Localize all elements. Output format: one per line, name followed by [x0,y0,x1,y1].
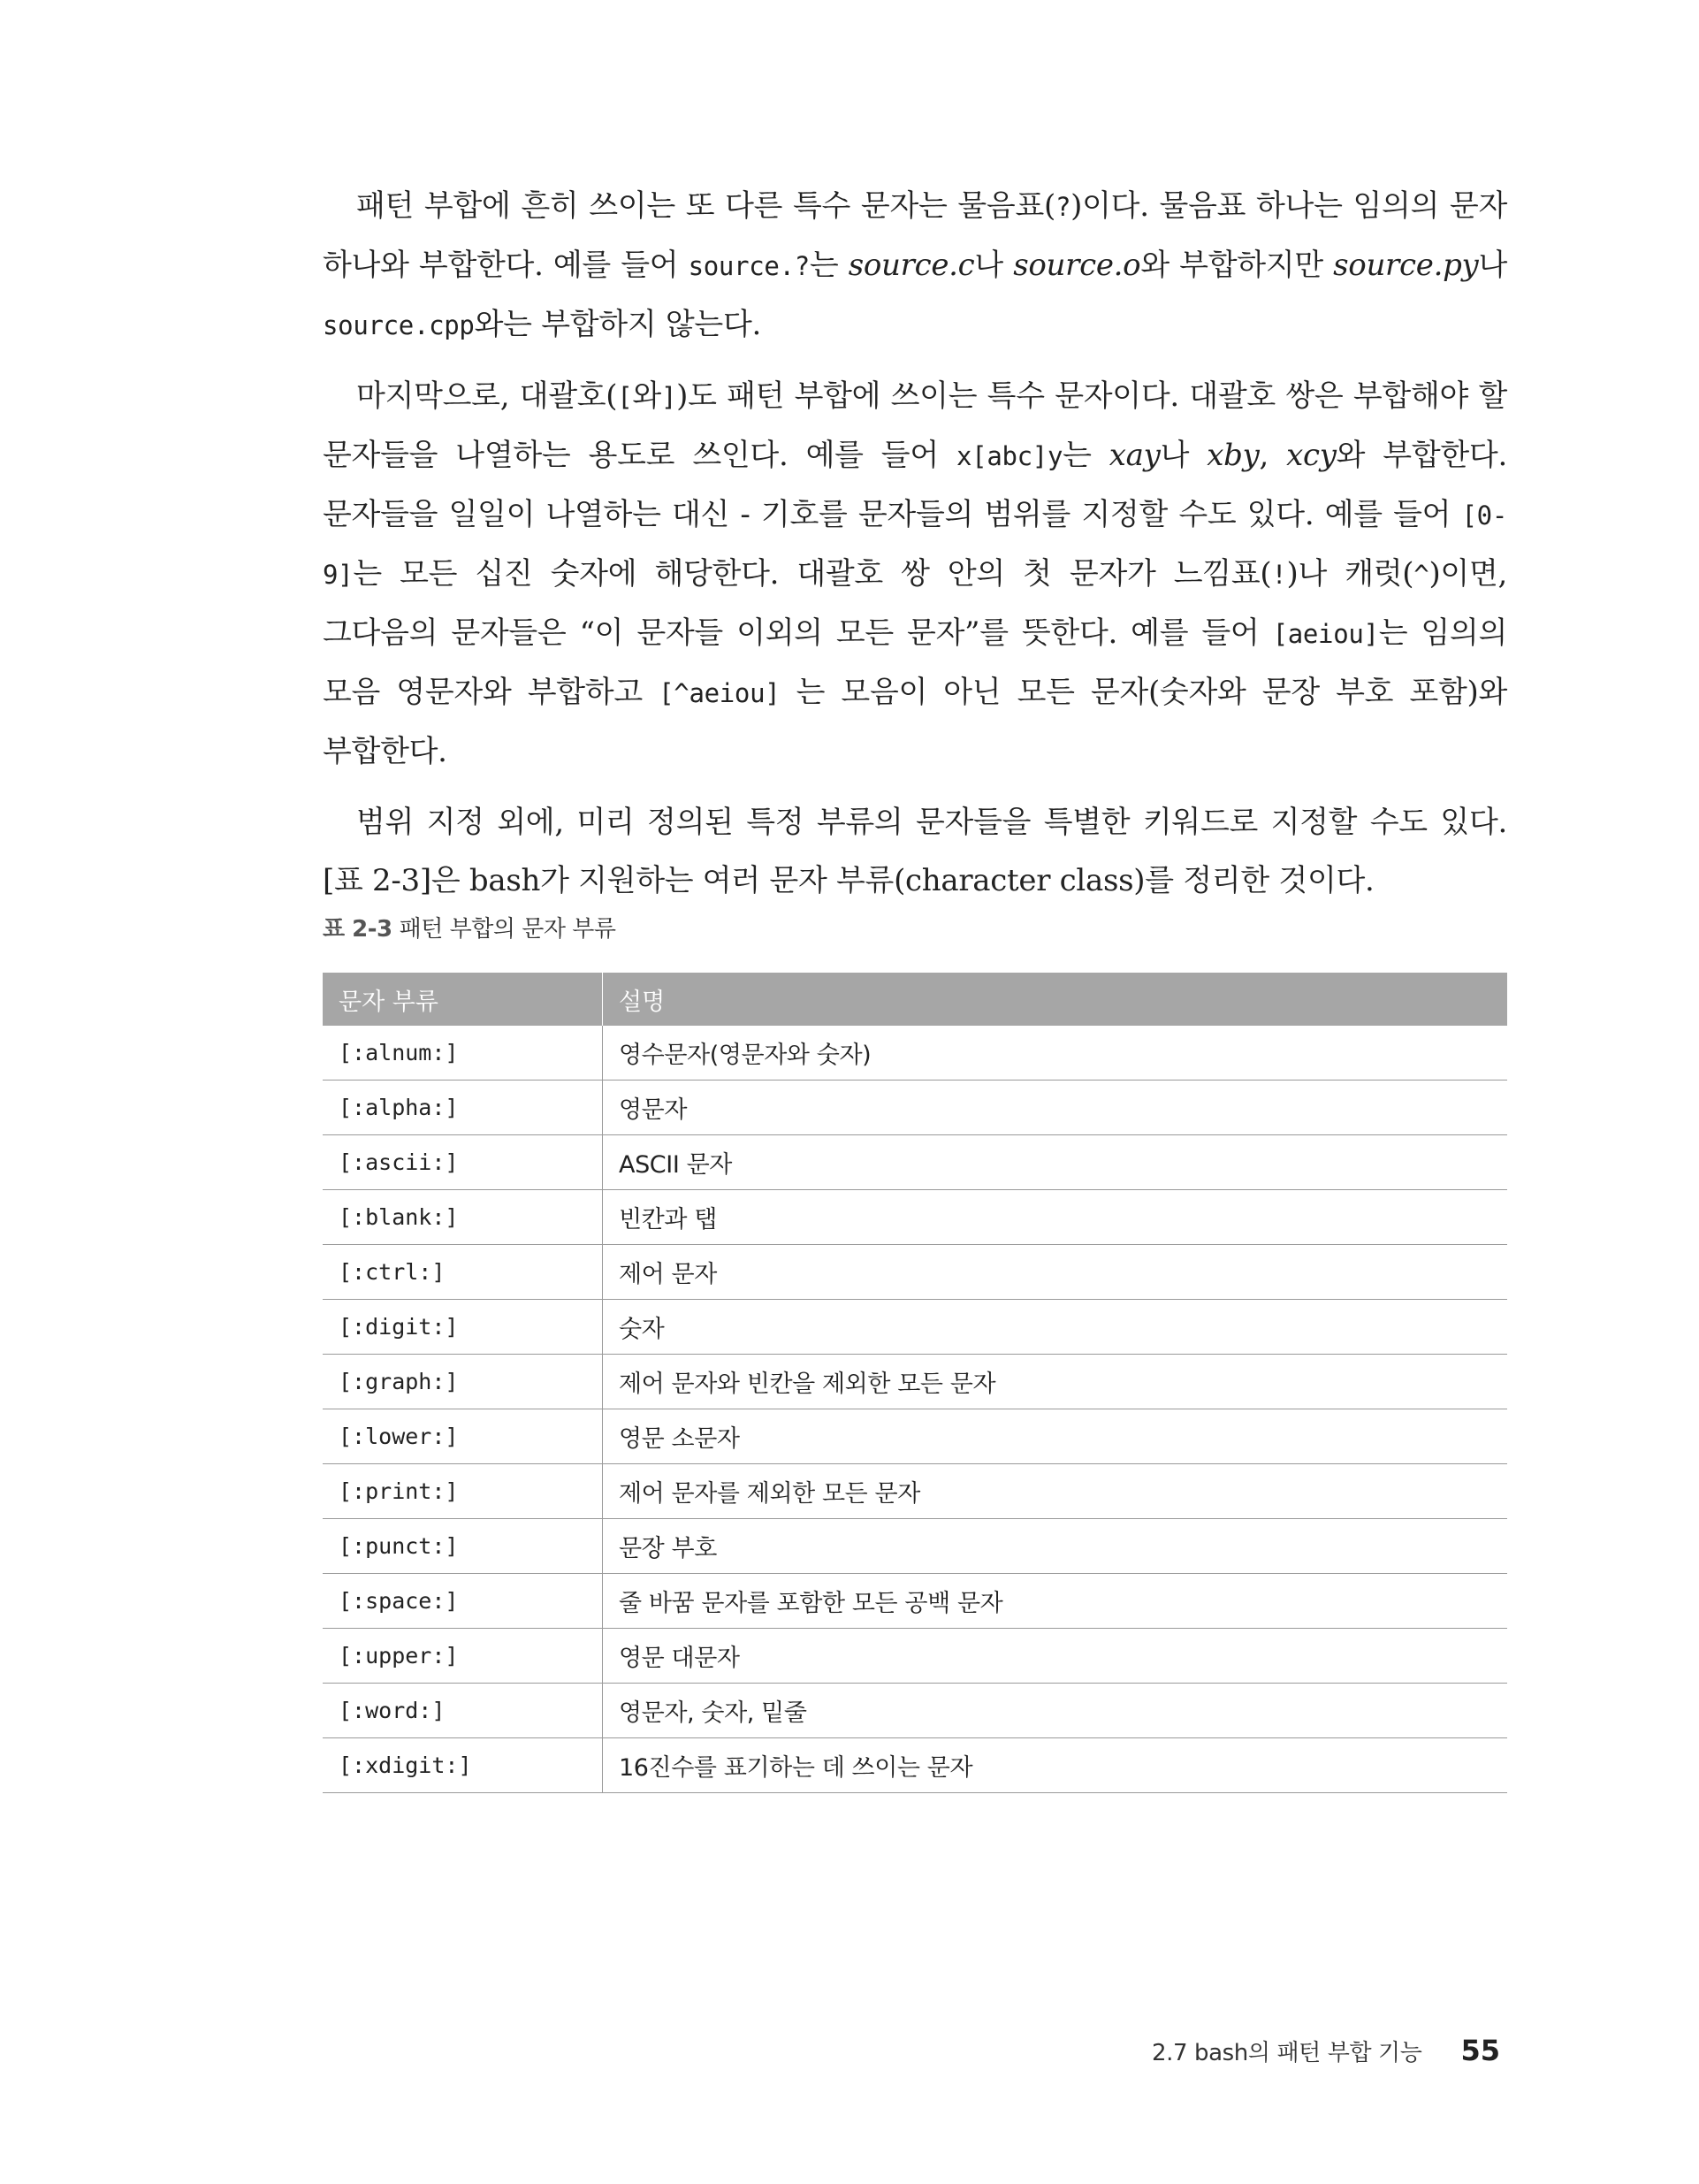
table-row [323,1026,1507,1081]
character-class-table [323,973,1507,1793]
text-run: 와 부합하지만 [1140,248,1334,283]
description-cell: 빈칸과 탭 [603,1190,1508,1245]
inline-code: [^aeiou] [659,678,781,708]
header-description: 설명 [603,973,1508,1026]
character-class-cell: [:lower:] [323,1409,603,1464]
text-run: , [1259,438,1287,473]
text-run: )이다. 물음표 하나는 임의의 문자 하나와 부합한다. 예를 들어 [323,188,1507,283]
description-cell: 영문자, 숫자, 밑줄 [603,1684,1508,1738]
character-class-cell: [:ctrl:] [323,1245,603,1300]
character-class-cell: [:print:] [323,1464,603,1519]
text-run: 패턴 부합에 흔히 쓰이는 또 다른 특수 문자는 물음표( [356,188,1055,224]
inline-italic: xay [1109,438,1161,473]
inline-code: ] [660,382,677,412]
inline-code: [0-9] [323,500,1507,590]
table-caption [323,911,615,943]
inline-code: source.cpp [323,310,475,340]
character-class-cell: [:graph:] [323,1355,603,1409]
inline-italic: xby [1207,438,1260,473]
inline-italic: source.py [1333,248,1479,283]
text-run: 나 [1478,248,1507,283]
text-run: 나 [974,248,1014,283]
description-cell: ASCII 문자 [603,1135,1508,1190]
text-run: 는 [1063,438,1109,473]
table-row [323,1629,1507,1684]
table-row [323,1684,1507,1738]
character-class-cell: [:punct:] [323,1519,603,1574]
table-body [323,1026,1507,1793]
text-run: 마지막으로, 대괄호( [356,378,618,414]
body-text [323,177,1507,922]
text-run: 와 부합한다. 문자들을 일일이 나열하는 대신 - 기호를 문자들의 범위를 지정할 수도 있다. 예를 들어 [323,438,1507,532]
table-row [323,1464,1507,1519]
text-run: 는 모든 십진 숫자에 해당한다. 대괄호 쌍 안의 첫 문자가 느낌표( [353,556,1272,592]
inline-code: [aeiou] [1272,619,1379,649]
table-row [323,1355,1507,1409]
description-cell: 16진수를 표기하는 데 쓰이는 문자 [603,1738,1508,1793]
inline-code: x[abc]y [956,441,1063,471]
text-run: )나 캐럿( [1286,556,1414,592]
description-cell: 줄 바꿈 문자를 포함한 모든 공백 문자 [603,1574,1508,1629]
description-cell: 영문 소문자 [603,1409,1508,1464]
paragraph-question-mark [323,177,1507,355]
inline-code: [ [617,382,633,412]
header-character-class: 문자 부류 [323,973,603,1026]
inline-italic: source.o [1013,248,1141,283]
inline-code: ? [1055,192,1071,222]
table-row [323,1409,1507,1464]
table-row [323,1738,1507,1793]
character-class-cell: [:blank:] [323,1190,603,1245]
table-row [323,1300,1507,1355]
character-class-cell: [:word:] [323,1684,603,1738]
inline-code: ! [1271,560,1287,590]
text-run: 와는 부합하지 않는다. [474,307,762,342]
text-run: 는 임의의 모음 영문자와 부합하고 [323,615,1508,710]
table-caption-number: 표 2-3 [323,916,392,943]
description-cell: 숫자 [603,1300,1508,1355]
page-footer [1152,2034,1500,2067]
table-row [323,1081,1507,1135]
description-cell: 영수문자(영문자와 숫자) [603,1026,1508,1081]
character-class-cell: [:upper:] [323,1629,603,1684]
table-row [323,1519,1507,1574]
text-run: )도 패턴 부합에 쓰이는 특수 문자이다. 대괄호 쌍은 부합해야 할 문자들을 나열하는 용도로 쓰인다. 예를 들어 [323,378,1507,473]
character-class-cell: [:ascii:] [323,1135,603,1190]
text-run: 나 [1160,438,1208,473]
text-run: )이면, 그다음의 문자들은 “이 문자들 이외의 모든 문자”를 뜻한다. 예를 들어 [323,556,1507,651]
paragraph-brackets [323,367,1507,781]
character-class-cell: [:xdigit:] [323,1738,603,1793]
description-cell: 영문자 [603,1081,1508,1135]
description-cell: 영문 대문자 [603,1629,1508,1684]
table-caption-title: 패턴 부합의 문자 부류 [399,916,616,943]
text-run: 는 [809,248,849,283]
inline-code: ^ [1413,560,1429,590]
table-row [323,1574,1507,1629]
table-row [323,1245,1507,1300]
text-run: 범위 지정 외에, 미리 정의된 특정 부류의 문자들을 특별한 키워드로 지정할 수도 있다. [표 2-3]은 bash가 지원하는 여러 문자 부류(character class)를 정리한 것이다. [323,805,1507,898]
text-run: 는 모음이 아닌 모든 문자(숫자와 문장 부호 포함)와 부합한다. [323,675,1508,769]
table-row [323,1135,1507,1190]
footer-section-title: 2.7 bash의 패턴 부합 기능 [1151,2040,1422,2066]
text-run: 와 [632,378,661,414]
paragraph-character-classes [323,793,1507,910]
character-class-cell: [:space:] [323,1574,603,1629]
page-number: 55 [1460,2034,1500,2067]
character-class-cell: [:alpha:] [323,1081,603,1135]
inline-code: source.? [688,251,810,281]
table-row [323,1190,1507,1245]
table-header-row [323,973,1507,1026]
character-class-cell: [:alnum:] [323,1026,603,1081]
inline-italic: xcy [1286,438,1337,473]
description-cell: 제어 문자 [603,1245,1508,1300]
description-cell: 문장 부호 [603,1519,1508,1574]
character-class-cell: [:digit:] [323,1300,603,1355]
inline-italic: source.c [848,248,975,283]
description-cell: 제어 문자를 제외한 모든 문자 [603,1464,1508,1519]
description-cell: 제어 문자와 빈칸을 제외한 모든 문자 [603,1355,1508,1409]
